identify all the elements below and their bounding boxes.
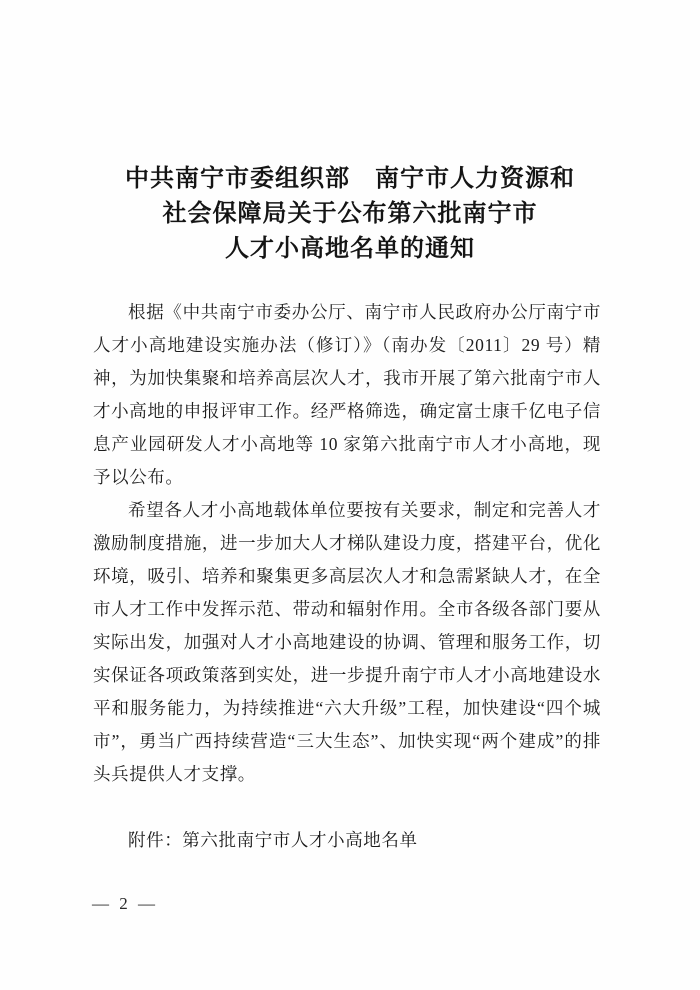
document-title [0, 161, 700, 266]
title-line-1: 中共南宁市委组织部 南宁市人力资源和 [125, 165, 575, 192]
document-body [93, 296, 601, 857]
body-paragraph-1: 根据《中共南宁市委办公厅、南宁市人民政府办公厅南宁市人才小高地建设实施办法（修订）》（南办发〔2011〕29 号）精神，为加快集聚和培养高层次人才，我市开展了第六批南宁市人才小高地的申报评审工作。经严格筛选，确定富士康千亿电子信息产业园研发人才小高地等 10 家第六批南宁市人才小高地，现予以公布。 [93, 302, 601, 487]
page-number: — 2 — [92, 894, 158, 913]
body-paragraph-2: 希望各人才小高地载体单位要按有关要求，制定和完善人才激励制度措施，进一步加大人才梯队建设力度，搭建平台，优化环境，吸引、培养和聚集更多高层次人才和急需紧缺人才，在全市人才工作中发挥示范、带动和辐射作用。全市各级各部门要从实际出发，加强对人才小高地建设的协调、管理和服务工作，切实保证各项政策落到实处，进一步提升南宁市人才小高地建设水平和服务能力，为持续推进“六大升级”工程，加快建设“四个城市”，勇当广西持续营造“三大生态”、加快实现“两个建成”的排头兵提供人才支撑。 [93, 500, 601, 784]
attachment-line: 附件：第六批南宁市人才小高地名单 [128, 830, 418, 850]
title-line-2: 社会保障局关于公布第六批南宁市 [162, 200, 538, 227]
title-line-3: 人才小高地名单的通知 [225, 235, 475, 262]
